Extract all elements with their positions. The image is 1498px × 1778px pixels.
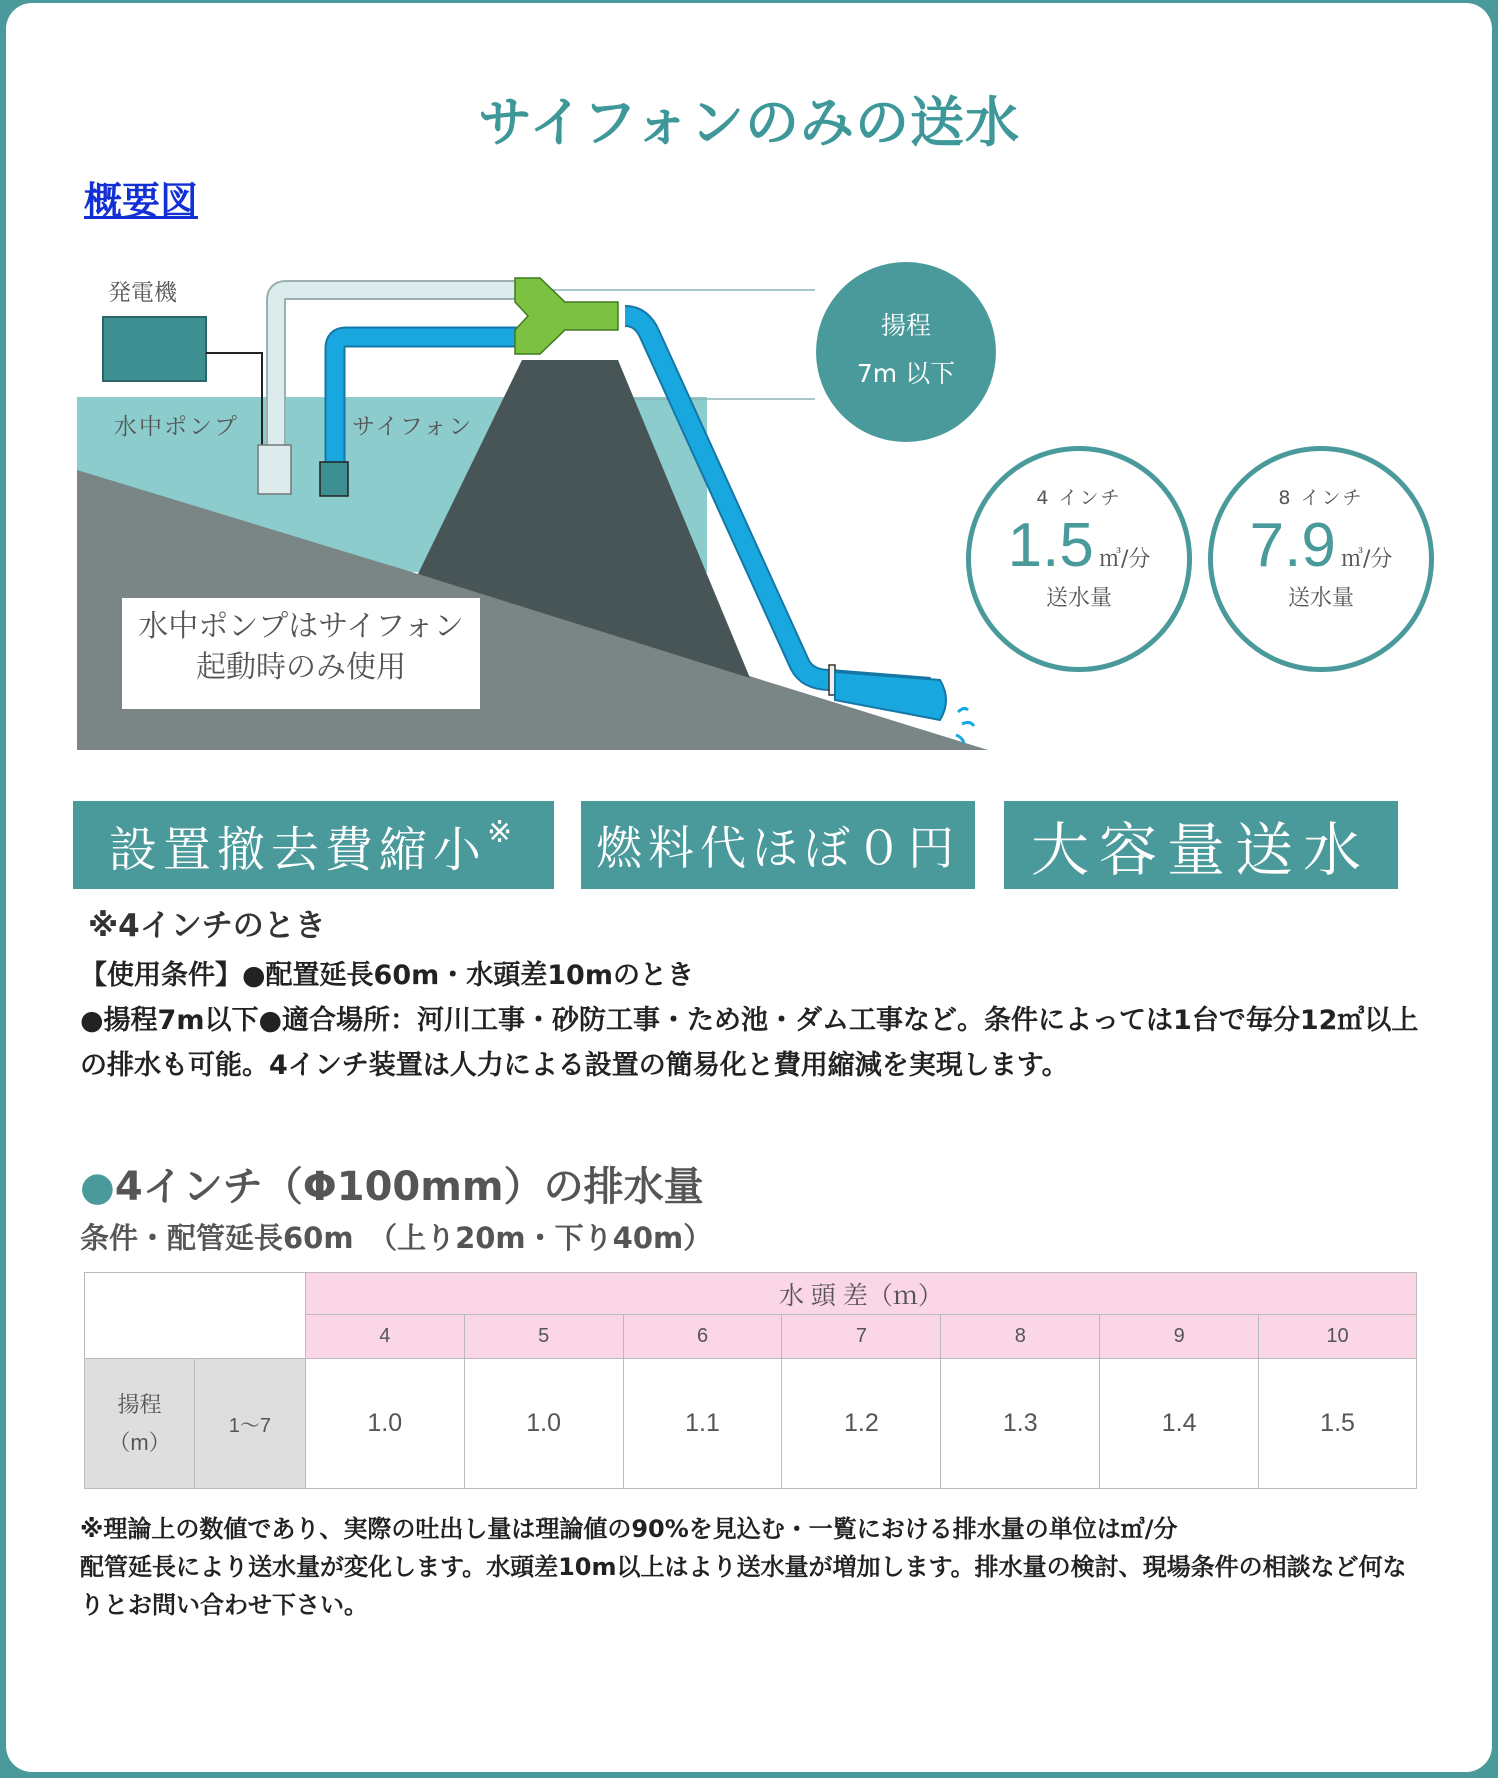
footer-line1: ※理論上の数値であり、実際の吐出し量は理論値の90%を見込む・一覧における排水量の単位は㎥/分	[80, 1515, 1178, 1543]
head-value: 7m 以下	[856, 359, 956, 388]
row-label-line2: （m）	[108, 1429, 171, 1455]
pump-note-line2: 起動時のみ使用	[196, 650, 406, 685]
table-cell: 1.5	[1259, 1359, 1417, 1489]
section-title	[80, 1155, 704, 1212]
flow-4inch-caption: 送水量	[1045, 586, 1112, 611]
table-row-range: 1～7	[194, 1359, 305, 1489]
table-cell: 1.0	[305, 1359, 464, 1489]
table-col-header: 8	[941, 1315, 1100, 1359]
flow-8inch-caption: 送水量	[1287, 586, 1354, 611]
fuel-cost-badge: 燃料代ほぼ０円	[581, 801, 975, 889]
table-col-header: 4	[305, 1315, 464, 1359]
page-title: サイフォンのみの送水	[478, 91, 1020, 154]
flow-4inch-value: 1.5	[1007, 511, 1094, 580]
flow-8inch-size: 8 インチ	[1278, 487, 1364, 509]
siphon-intake	[320, 462, 348, 496]
table-cell: 1.2	[782, 1359, 941, 1489]
cost-reduction-badge	[73, 801, 554, 889]
table-cell: 1.0	[464, 1359, 623, 1489]
section-bullet: ●	[80, 1164, 115, 1210]
table-cell: 1.1	[623, 1359, 782, 1489]
usage-conditions	[80, 953, 1420, 1088]
flow-4inch-size: 4 インチ	[1036, 487, 1122, 509]
flow-8inch-value: 7.9	[1249, 511, 1336, 580]
generator-label: 発電機	[108, 280, 177, 306]
table-cell: 1.4	[1100, 1359, 1259, 1489]
flow-8inch-unit: ㎥/分	[1340, 547, 1393, 572]
siphon-label: サイフォン	[352, 414, 474, 440]
large-volume-badge: 大容量送水	[1004, 801, 1398, 889]
cost-reduction-text: 設置撤去費縮小	[108, 821, 487, 878]
outline-diagram-link[interactable]: 概要図	[84, 179, 199, 223]
table-col-header: 7	[782, 1315, 941, 1359]
table-corner	[85, 1273, 306, 1359]
generator	[103, 317, 206, 381]
table-cell: 1.3	[941, 1359, 1100, 1489]
table-col-header: 5	[464, 1315, 623, 1359]
table-col-header: 10	[1259, 1315, 1417, 1359]
pump-note	[122, 606, 480, 688]
discharge-table	[84, 1272, 1417, 1489]
row-label-line1: 揚程	[117, 1391, 162, 1417]
head-circle	[816, 262, 996, 442]
table-col-header: 6	[623, 1315, 782, 1359]
table-header-head-diff: 水 頭 差（ｍ）	[305, 1273, 1416, 1315]
conditions-line1: 【使用条件】●配置延長60m・水頭差10mのとき	[80, 960, 694, 991]
footer-line2: 配管延長により送水量が変化します。水頭差10m以上はより送水量が増加します。排水量の検討、現場条件の相談など何なりとお問い合わせ下さい。	[80, 1553, 1407, 1619]
conditions-line2: ●揚程7m以下●適合場所：河川工事・砂防工事・ため池・ダム工事など。条件によっては1台で毎分12㎥以上の排水も可能。4インチ装置は人力による設置の簡易化と費用縮減を実現します。	[80, 1005, 1419, 1081]
flow-4inch-circle	[966, 446, 1192, 672]
footer-notes	[80, 1510, 1420, 1624]
water-splash	[956, 708, 974, 743]
table-row-label	[85, 1359, 195, 1489]
section-subtitle: 条件・配管延長60m （上り20m・下り40m）	[80, 1221, 713, 1255]
four-inch-note: ※4インチのとき	[88, 908, 326, 944]
table-col-header: 9	[1100, 1315, 1259, 1359]
flow-4inch-unit: ㎥/分	[1098, 547, 1151, 572]
cost-reduction-mark: ※	[486, 815, 519, 850]
table-row	[85, 1359, 1417, 1489]
section-title-text: 4インチ（Φ100mm）の排水量	[114, 1164, 704, 1210]
head-label: 揚程	[880, 311, 931, 340]
pump-note-line1: 水中ポンプはサイフォン	[138, 609, 464, 644]
flow-8inch-circle	[1208, 446, 1434, 672]
submersible-pump	[258, 445, 291, 494]
submersible-pump-label: 水中ポンプ	[114, 414, 239, 440]
